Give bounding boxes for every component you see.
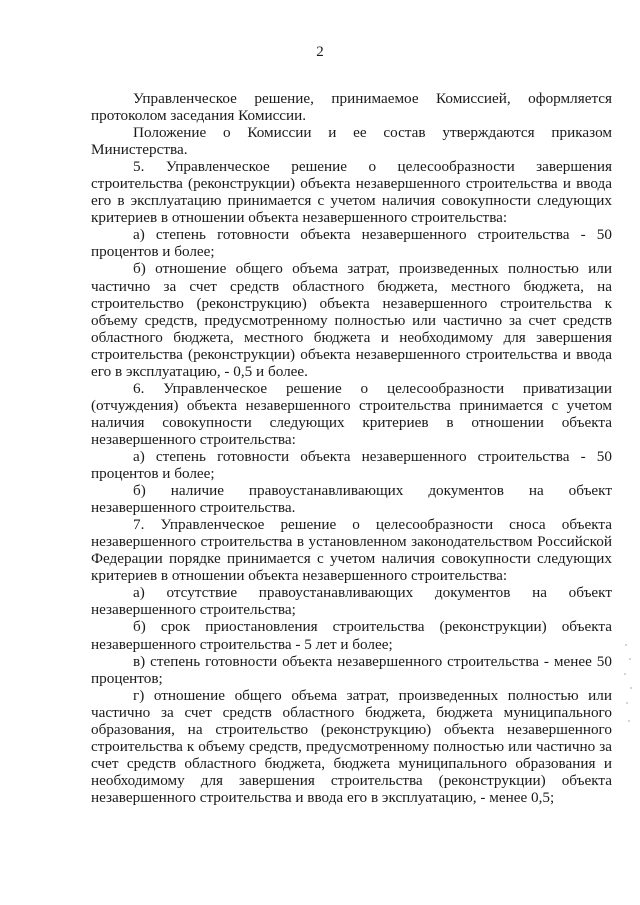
paragraph-5b-costs-ratio: б) отношение общего объема затрат, произведенных полностью или частично за счет средств областного бюджета, местного бюджета, на строительство (реконструкцию) объекта незавершенного строительства к объему средств, предусмотренному полностью или частично за счет средств областного бюджета, местного бюджета и необходимому для завершения строительства (реконструкции) объекта незавершенного строительства и ввода его в эксплуатацию, - 0,5 и более. xyxy=(91,260,612,380)
paragraph-7b-suspension-period: б) срок приостановления строительства (реконструкции) объекта незавершенного строительства - 5 лет и более; xyxy=(91,618,612,653)
paragraph-7-demolition-decision: 7. Управленческое решение о целесообразности сноса объекта незавершенного строительства в установленном законодательством Российской Федерации порядке принимается с учетом наличия совокупности следующих критериев в отношении объекта незавершенного строительства: xyxy=(91,516,612,585)
paragraph-7v-readiness: в) степень готовности объекта незавершенного строительства - менее 50 процентов; xyxy=(91,652,612,687)
scan-artifact xyxy=(622,640,634,730)
paragraph-7a-no-documents: а) отсутствие правоустанавливающих документов на объект незавершенного строительства; xyxy=(91,584,612,619)
paragraph-6-privatization-decision: 6. Управленческое решение о целесообразности приватизации (отчуждения) объекта незавершенного строительства принимается с учетом наличия совокупности следующих критериев в отношении объекта незавершенного строительства: xyxy=(91,379,612,448)
paragraph-decision-protocol: Управленческое решение, принимаемое Комиссией, оформляется протоколом заседания Комиссии. xyxy=(91,90,612,125)
paragraph-7g-costs-ratio: г) отношение общего объема затрат, произведенных полностью или частично за счет средств областного бюджета, бюджета муниципального образования, на строительство (реконструкцию) объекта незавершенного строительства к объему средств, предусмотренному полностью или частично за счет средств областного бюджета, бюджета муниципального образования и необходимому для завершения строительства (реконструкции) объекта незавершенного строительства и ввода его в эксплуатацию, - менее 0,5; xyxy=(91,686,612,806)
document-body xyxy=(91,90,612,806)
paragraph-6b-title-documents: б) наличие правоустанавливающих документов на объект незавершенного строительства. xyxy=(91,482,612,517)
page-number: 2 xyxy=(316,44,324,60)
paragraph-commission-regulation: Положение о Комиссии и ее состав утверждаются приказом Министерства. xyxy=(91,124,612,159)
paragraph-6a-readiness: а) степень готовности объекта незавершенного строительства - 50 процентов и более; xyxy=(91,447,612,483)
paragraph-5-completion-decision: 5. Управленческое решение о целесообразности завершения строительства (реконструкции) объекта незавершенного строительства и ввода его в эксплуатацию принимается с учетом наличия совокупности следующих критериев в отношении объекта незавершенного строительства: xyxy=(91,158,612,227)
paragraph-5a-readiness: а) степень готовности объекта незавершенного строительства - 50 процентов и более; xyxy=(91,226,612,261)
